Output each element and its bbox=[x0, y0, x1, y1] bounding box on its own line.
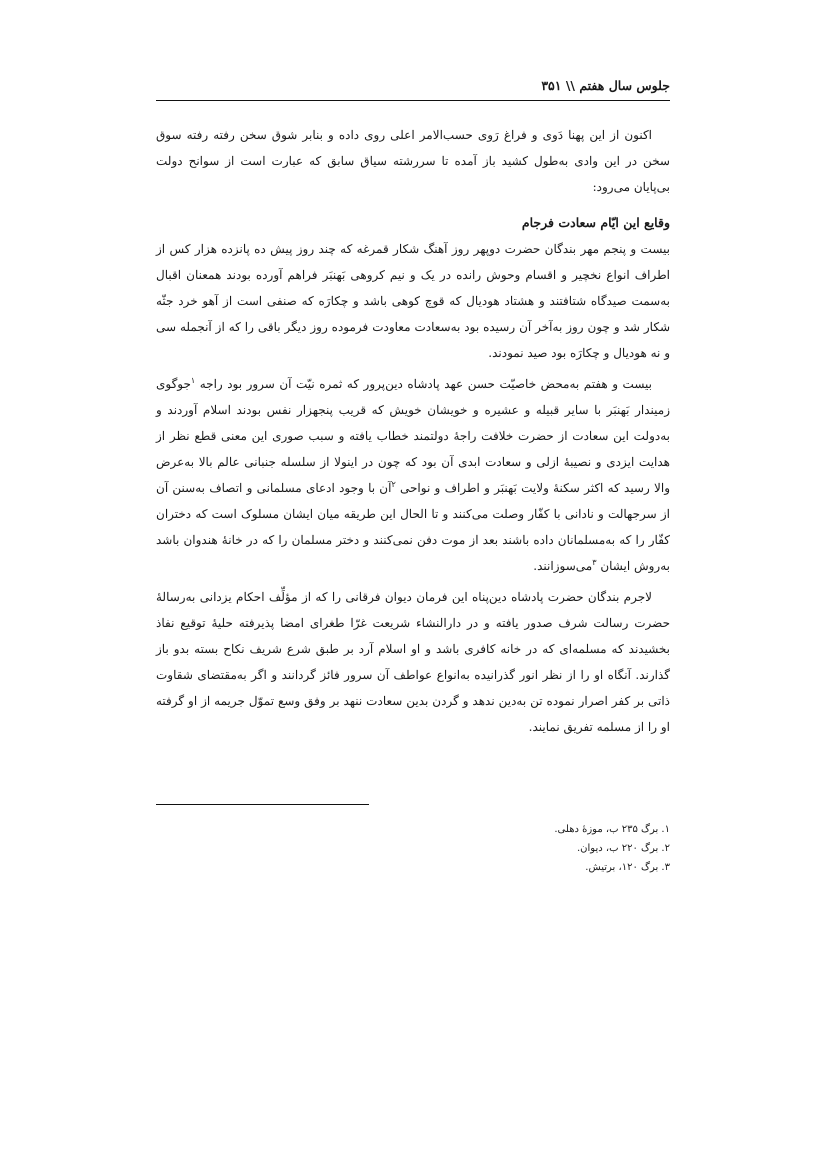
footnote-marker-1[interactable]: ۱ bbox=[190, 376, 196, 385]
footnote-1: ۱. برگ ۲۳۵ ب، موزهٔ دهلی. bbox=[554, 824, 670, 835]
paragraph-conversion-start: بیست و هفتم به‌محض خاصیّت حسن عهد پادشاه دین‌پرور که ثمره نیّت آن سرور بود راجه bbox=[199, 377, 652, 391]
header-rule bbox=[156, 100, 670, 101]
footnote-marker-3[interactable]: ۳ bbox=[592, 558, 597, 567]
paragraph-hunt: بیست و پنجم مهر بندگان حضرت دوپهر روز آهنگ شکار قمرغه که چند روز پیش ده پانزده هزار کس از اطراف انواع نخچیر و اقسام وحوش رانده در یک و نیم کروهی بَهنبَر فراهم آورده بودند همعنان اقبال به‌سمت صیدگاه شتافتند و هشتاد هودیال که قوچ کوهی باشد و چکارَه که صنفی است از آهو خرد جثّه شکار شد و چون روز به‌آخر آن رسیده بود به‌سعادت معاودت فرموده روز دیگر باقی را که از آنجمله سی و نه هودیال و چکارَه بود صید نمودند. bbox=[156, 242, 670, 360]
paragraph-conversion-middle-2: آن با وجود ادعای مسلمانی و اتصاف به‌سنن آن از سرجهالت و نادانی با کفّار وصلت می‌کنند و تا الحال این طریقه میان ایشان مسلوک است که دختران کفّار را که به‌مسلمانان داده باشند بعد از موت دفن نمی‌کنند و دختر مسلمان را که در خانهٔ هندوان باشد به‌روش ایشان bbox=[156, 481, 670, 573]
document-page bbox=[156, 0, 670, 1169]
running-head: جلوس سال هفتم \\ ۳۵۱ bbox=[541, 78, 670, 93]
footnote-rule bbox=[156, 804, 369, 805]
paragraph-conversion-middle: جوگوی زمیندار بَهنبَر با سایر قبیله و عشیره و خویشان خویش که قریب پنجهزار نفس بودند اسلام آوردند و به‌دولت این سعادت از حضرت خلافت راجهٔ دولتمند خطاب یافته و سبب صوری این معنی قطع نظر از هدایت ایزدی و نصیبهٔ ازلی و سعادت ابدی آن بود که چون در اینولا از سلسله جنبانی عالم بالا به‌عرض والا رسید که اکثر سکنهٔ ولایت بَهنبَر و اطراف و نواحی bbox=[156, 377, 671, 495]
paragraph-conversion bbox=[156, 371, 670, 579]
paragraph-conversion-end: می‌سوزانند. bbox=[533, 559, 593, 573]
footnotes bbox=[156, 820, 670, 877]
footnote-marker-2[interactable]: ۲ bbox=[391, 480, 396, 489]
paragraph-intro: اکنون از این پهنا دَوی و فراغ رَوی حسب‌الامر اعلی روی داده و بنابر شوق سخن رفته رفته سوق سخن در این وادی به‌طول کشید باز آمده تا سررشته سیاق سابق که عبارت است از سوانح دولت بی‌پایان می‌رود: bbox=[156, 128, 670, 194]
section-title: وقایع این ایّام سعادت فرجام bbox=[521, 215, 670, 230]
footnote-3: ۳. برگ ۱۲۰، برتیش. bbox=[585, 862, 670, 873]
footnote-2: ۲. برگ ۲۲۰ ب، دیوان. bbox=[577, 843, 670, 854]
body-text bbox=[156, 122, 670, 745]
paragraph-decree: لاجرم بندگان حضرت پادشاه دین‌پناه این فرمان دیوان فرقانی را که از مؤلِّف احکام یزدانی به‌رسالهٔ حضرت رسالت شرف صدور یافته و در دارالنشاء شریعت غرّا طغرای امضا پذیرفته حلیهٔ توقیع نفاذ بخشیدند که مسلمه‌ای که در خانه کافری باشد و او اسلام آرد بر طبق شرع شریف نکاح بسته بدو باز گذارند. آنگاه او را از نظر انور گذرانیده به‌انواع عواطف آن سرور فائز گردانند و اگر به‌مقتضای شقاوت ذاتی بر کفر اصرار نموده تن به‌دین ندهد و گردن بدین سعادت ننهد بر وفق وسع تموّل جریمه از او گرفته او را از مسلمه تفریق نمایند. bbox=[156, 590, 670, 734]
